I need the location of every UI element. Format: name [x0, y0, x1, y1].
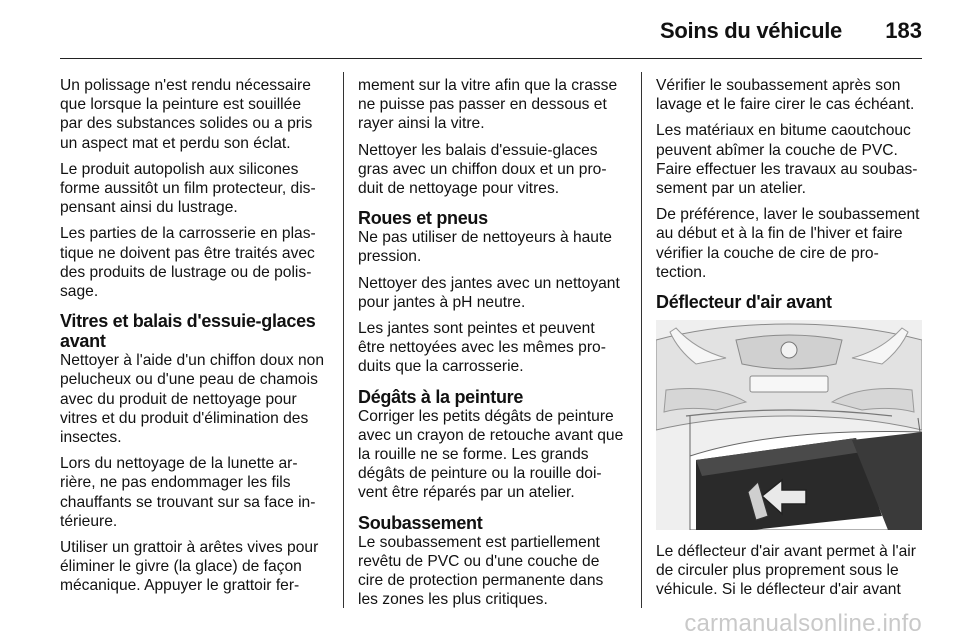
car-front-icon	[656, 320, 922, 530]
column-2	[358, 76, 624, 616]
heading-underbody: Soubassement	[358, 512, 483, 533]
column-divider	[343, 72, 344, 608]
paragraph: Lors du nettoyage de la lunette arrière, ne pas endommager les fils chauffants se trouvant sur sa face intérieure.	[60, 455, 316, 530]
paragraph: Corriger les petits dégâts de peinture avec un crayon de retouche avant que la rouille ne se forme. Les grands dégâts de peinture ou la rouille doivent être réparés par un atelier.	[358, 407, 624, 502]
heading-windows-wipers: Vitres et balais d'essuie-glaces avant	[60, 311, 316, 352]
heading-air-deflector: Déflecteur d'air avant	[656, 292, 832, 313]
header-divider	[60, 58, 922, 59]
watermark: carmanualsonline.info	[684, 610, 922, 637]
column-divider	[641, 72, 642, 608]
paragraph: Le produit autopolish aux silicones forme aussitôt un film protecteur, dispensant ainsi du lustrage.	[60, 160, 316, 217]
section-title: Soins du véhicule	[660, 18, 842, 43]
page-header	[60, 16, 922, 52]
paragraph: Le déflecteur d'air avant permet à l'air de circuler plus proprement sous le véhicule. Si le déflecteur d'air avant	[656, 543, 916, 599]
paragraph: Nettoyer des jantes avec un nettoyant pour jantes à pH neutre.	[358, 274, 620, 311]
paragraph: De préférence, laver le soubassement au début et à la fin de l'hiver et faire vérifier la couche de cire de protection.	[656, 206, 920, 281]
column-3	[656, 76, 922, 607]
paragraph: Le soubassement est partiellement revêtu de PVC ou d'une couche de cire de protection permanente dans les zones les plus critiques.	[358, 533, 604, 609]
front-air-deflector-illustration	[656, 320, 922, 530]
paragraph: Les jantes sont peintes et peuvent être nettoyées avec les mêmes produits que la carrosserie.	[358, 320, 606, 376]
paragraph: Nettoyer les balais d'essuie-glaces gras avec un chiffon doux et un produit de nettoyage pour vitres.	[358, 141, 607, 198]
paragraph: mement sur la vitre afin que la crasse ne puisse pas passer en dessous et rayer ainsi la vitre.	[358, 77, 618, 133]
page-number: 183	[885, 18, 922, 43]
heading-wheels-tyres: Roues et pneus	[358, 208, 488, 229]
heading-paint-damage: Dégâts à la peinture	[358, 386, 524, 407]
paragraph: Utiliser un grattoir à arêtes vives pour éliminer le givre (la glace) de façon mécanique. Appuyer le grattoir fer-	[60, 539, 319, 595]
paragraph: Nettoyer à l'aide d'un chiffon doux non pelucheux ou d'une peau de chamois avec du produit de nettoyage pour vitres et du produit d'élimination des insectes.	[60, 352, 325, 447]
paragraph: Vérifier le soubassement après son lavage et le faire cirer le cas échéant.	[656, 77, 915, 114]
paragraph: Les matériaux en bitume caoutchouc peuvent abîmer la couche de PVC. Faire effectuer les travaux au soubassement par un atelier.	[656, 122, 918, 198]
paragraph: Un polissage n'est rendu nécessaire que lorsque la peinture est souillée par des substances solides ou a pris un aspect mat et perdu son éclat.	[60, 77, 313, 152]
paragraph: Les parties de la carrosserie en plastique ne doivent pas être traités avec des produits de lustrage ou de polissage.	[60, 225, 316, 301]
column-1	[60, 76, 326, 603]
paragraph: Ne pas utiliser de nettoyeurs à haute pression.	[358, 229, 612, 266]
